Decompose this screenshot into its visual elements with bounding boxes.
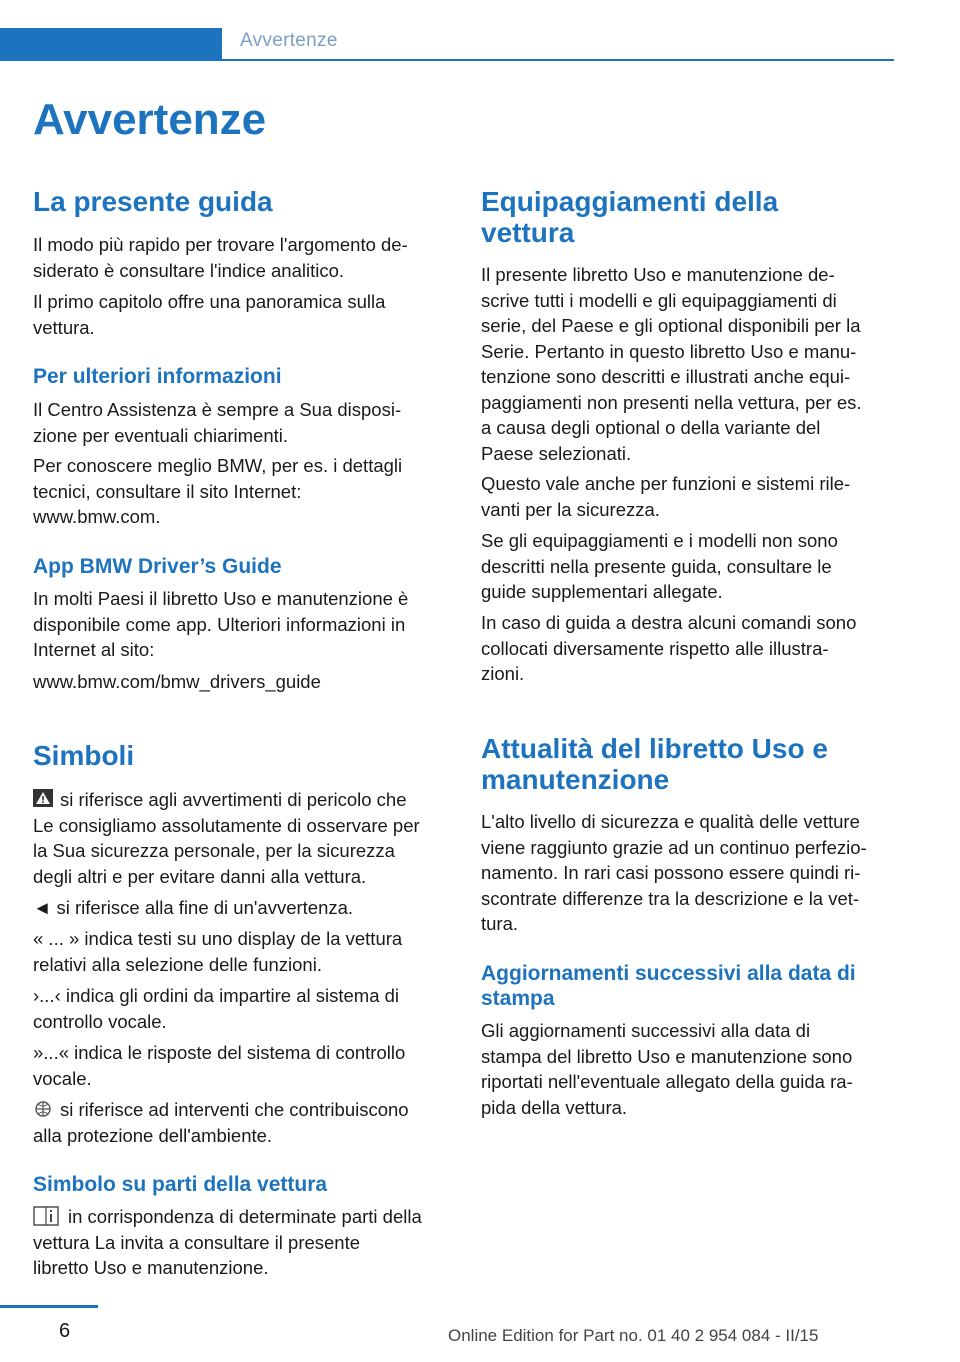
symbol-environment-text: si riferisce ad interventi che contribuiscono alla protezione dell'ambiente.	[33, 1099, 409, 1146]
app-link: www.bmw.com/bmw_drivers_guide	[33, 671, 321, 692]
update-heading: Attualità del libretto Uso e manutenzione	[481, 733, 828, 795]
symbol-voice-command-text: ›...‹ indica gli ordini da impartire al sistema di controllo vocale.	[33, 985, 400, 1032]
symbol-warning-text: si riferisce agli avvertimenti di pericolo che Le consigliamo assolutamente di osservare per la Sua sicurezza personale, per la sicurezza degli altri e per evitare danni alla vettura.	[33, 789, 420, 887]
supplement-paragraph-1: Gli aggiornamenti successivi alla data di stampa del libretto Uso e manutenzione sono riportati nell'eventuale allegato della guida ra- pida della vettura.	[481, 1020, 853, 1118]
symbol-end-text: ◄ si riferisce alla fine di un'avvertenza.	[33, 897, 354, 918]
update-paragraph-1: L'alto livello di sicurezza e qualità delle vetture viene raggiunto grazie ad un continuo perfezio- namento. In rari casi possono essere quindi ri- scontrate differenze tra la descrizione e la vet- tura.	[481, 811, 867, 934]
page-title: Avvertenze	[33, 95, 267, 144]
app-heading: App BMW Driver’s Guide	[33, 555, 282, 578]
equipment-paragraph-3: Se gli equipaggiamenti e i modelli non sono descritti nella presente guida, consultare le guide supplementari allegate.	[481, 530, 838, 602]
page-number: 6	[59, 1320, 71, 1342]
equipment-heading: Equipaggiamenti della vettura	[481, 186, 779, 248]
header-bar	[0, 28, 222, 61]
guide-paragraph-2: Il primo capitolo offre una panoramica sulla vettura.	[33, 291, 386, 338]
equipment-paragraph-4: In caso di guida a destra alcuni comandi sono collocati diversamente rispetto alle illustra- zioni.	[481, 612, 857, 684]
vehicle-symbol-heading: Simbolo su parti della vettura	[33, 1173, 328, 1196]
equipment-paragraph-2: Questo vale anche per funzioni e sistemi rile- vanti per la sicurezza.	[481, 473, 851, 520]
symbol-voice-response-text: »...« indica le risposte del sistema di controllo vocale.	[33, 1042, 406, 1089]
info-paragraph-1: Il Centro Assistenza è sempre a Sua disposi- zione per eventuali chiarimenti.	[33, 399, 402, 446]
info-paragraph-2: Per conoscere meglio BMW, per es. i dettagli tecnici, consultare il sito Internet: www.bmw.com.	[33, 455, 403, 527]
footer-edition: Online Edition for Part no. 01 40 2 954 084 - II/15	[448, 1326, 819, 1345]
guide-paragraph-1: Il modo più rapido per trovare l'argomento de- siderato è consultare l'indice analitico.	[33, 234, 408, 281]
info-heading: Per ulteriori informazioni	[33, 365, 282, 388]
supplement-heading: Aggiornamenti successivi alla data di stampa	[481, 962, 856, 1010]
header-title: Avvertenze	[240, 30, 338, 51]
footer-rule	[0, 1305, 98, 1308]
symbols-heading: Simboli	[33, 740, 135, 771]
vehicle-symbol-text: in corrispondenza di determinate parti della vettura La invita a consultare il presente libretto Uso e manutenzione.	[33, 1206, 422, 1278]
app-paragraph-1: In molti Paesi il libretto Uso e manutenzione è disponibile come app. Ulteriori informazioni in Internet al sito:	[33, 588, 409, 660]
guide-heading: La presente guida	[33, 186, 273, 217]
equipment-paragraph-1: Il presente libretto Uso e manutenzione de- scrive tutti i modelli e gli equipaggiamenti di serie, del Paese e gli optional disponibili per la Serie. Pertanto in questo libretto Uso e manu- tenzione sono descritti e illustrati anche equi- paggiamenti non presenti nella vettura, per es. a causa degli optional o della variante del Paese selezionati.	[481, 264, 862, 464]
symbol-display-text: « ... » indica testi su uno display de la vettura relativi alla selezione delle funzioni.	[33, 928, 403, 975]
header-rule	[222, 59, 894, 61]
